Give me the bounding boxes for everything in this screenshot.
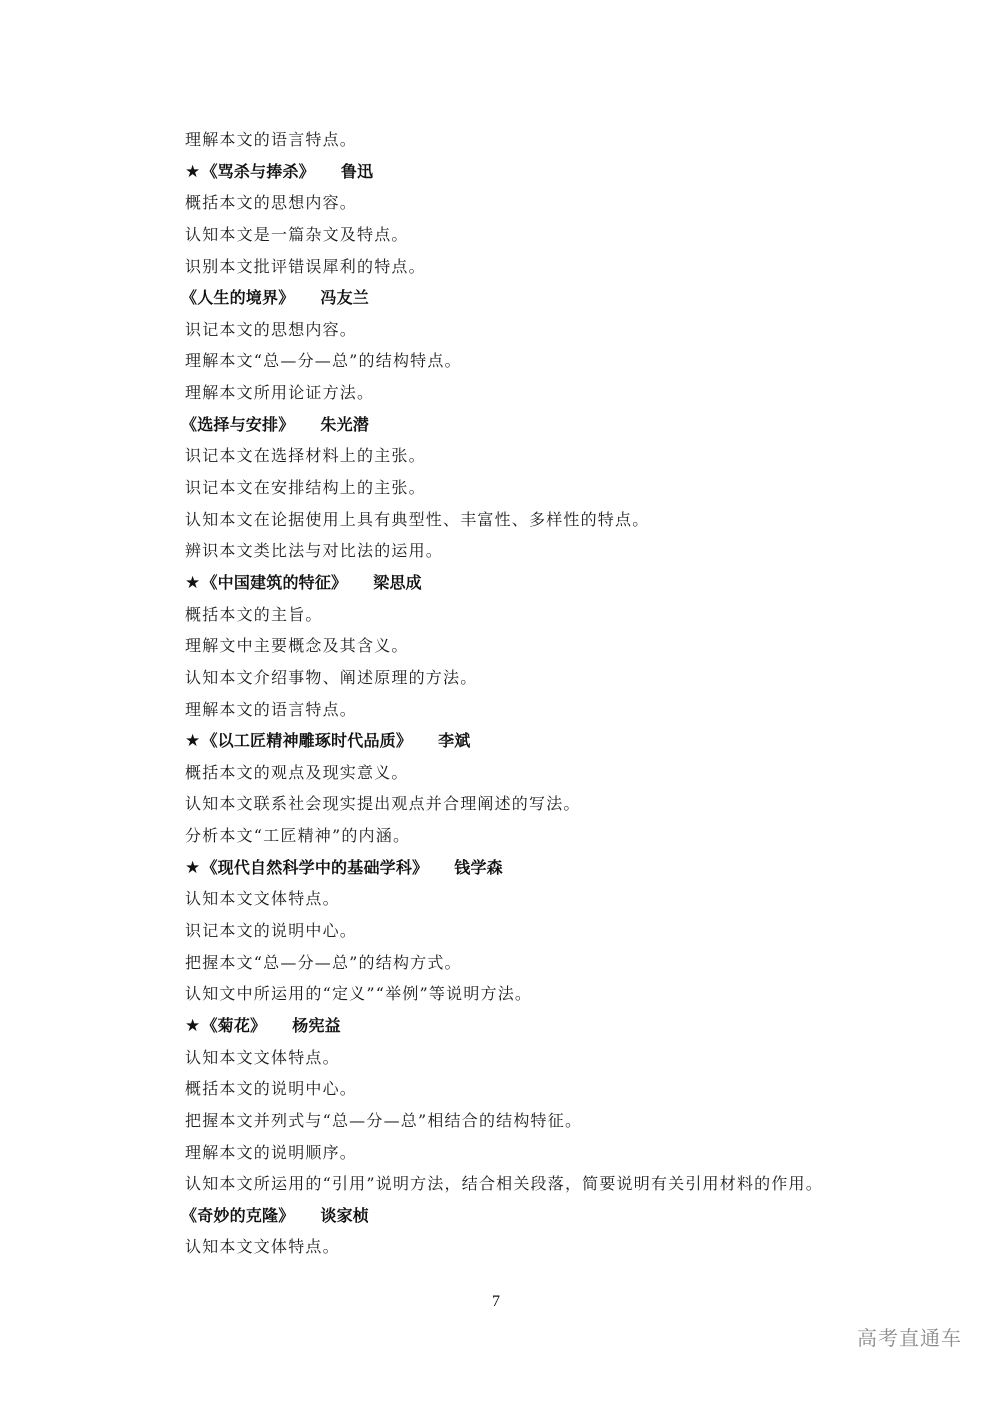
requirement-line: 理解本文的语言特点。 bbox=[185, 130, 358, 149]
star-icon: ★ bbox=[185, 731, 201, 752]
requirement-line: 认知本文是一篇杂文及特点。 bbox=[185, 224, 409, 244]
requirement-line: 识记本文的思想内容。 bbox=[185, 319, 358, 339]
essay-heading bbox=[185, 156, 905, 188]
star-icon: ★ bbox=[185, 572, 201, 593]
requirement-line: 认知本文文体特点。 bbox=[185, 1047, 340, 1067]
essay-heading bbox=[181, 1200, 905, 1232]
watermark-text: 高考直通车 bbox=[857, 1326, 962, 1350]
essay-author: 谈家桢 bbox=[320, 1205, 370, 1225]
essay-heading bbox=[185, 1010, 905, 1042]
page-number: 7 bbox=[492, 1293, 500, 1310]
essay-author: 冯友兰 bbox=[320, 288, 370, 308]
star-icon: ★ bbox=[185, 857, 201, 878]
essay-author: 朱光潜 bbox=[320, 414, 370, 434]
requirement-line: 认知本文联系社会现实提出观点并合理阐述的写法。 bbox=[185, 794, 581, 814]
requirement-line: 概括本文的主旨。 bbox=[185, 604, 323, 624]
essay-title: 《人生的境界》 bbox=[181, 288, 295, 308]
essay-heading bbox=[185, 567, 905, 599]
essay-heading bbox=[185, 852, 905, 884]
requirement-line: 识别本文批评错误犀利的特点。 bbox=[185, 256, 426, 276]
requirement-line: 认知本文文体特点。 bbox=[185, 1237, 340, 1257]
requirement-line: 认知本文介绍事物、阐述原理的方法。 bbox=[185, 667, 478, 687]
essay-title: 《中国建筑的特征》 bbox=[201, 572, 348, 592]
document-body bbox=[181, 124, 905, 1263]
essay-title: 《现代自然科学中的基础学科》 bbox=[201, 857, 429, 877]
requirement-line: 认知文中所运用的“定义”“举例”等说明方法。 bbox=[185, 984, 533, 1004]
essay-author: 鲁迅 bbox=[340, 161, 374, 181]
essay-title: 《以工匠精神雕琢时代品质》 bbox=[201, 731, 413, 751]
requirement-line: 理解本文的语言特点。 bbox=[185, 699, 358, 719]
requirement-line: 分析本文“工匠精神”的内涵。 bbox=[185, 826, 411, 846]
essay-heading bbox=[181, 282, 905, 314]
requirement-line: 识记本文在选择材料上的主张。 bbox=[185, 446, 426, 466]
requirement-line: 认知本文文体特点。 bbox=[185, 889, 340, 909]
star-icon: ★ bbox=[185, 161, 201, 182]
requirement-line: 理解本文所用论证方法。 bbox=[185, 383, 375, 403]
requirement-line: 理解本文“总—分—总”的结构特点。 bbox=[185, 351, 462, 371]
requirement-line: 识记本文在安排结构上的主张。 bbox=[185, 478, 426, 498]
requirement-line: 概括本文的思想内容。 bbox=[185, 193, 358, 213]
star-icon: ★ bbox=[185, 1015, 201, 1036]
requirement-line: 概括本文的观点及现实意义。 bbox=[185, 762, 409, 782]
requirement-line: 辨识本文类比法与对比法的运用。 bbox=[185, 541, 444, 561]
essay-title: 《菊花》 bbox=[201, 1015, 267, 1035]
essay-title: 《选择与安排》 bbox=[181, 414, 295, 434]
essay-author: 李斌 bbox=[438, 731, 471, 751]
requirement-line: 理解本文的说明顺序。 bbox=[185, 1142, 358, 1162]
essay-author: 钱学森 bbox=[454, 857, 503, 877]
essay-author: 杨宪益 bbox=[292, 1015, 341, 1035]
essay-title: 《骂杀与捧杀》 bbox=[201, 161, 315, 181]
requirement-line: 把握本文“总—分—总”的结构方式。 bbox=[185, 952, 462, 972]
requirement-line: 概括本文的说明中心。 bbox=[185, 1079, 358, 1099]
requirement-line: 识记本文的说明中心。 bbox=[185, 921, 358, 941]
essay-heading bbox=[181, 409, 905, 441]
essay-author: 梁思成 bbox=[373, 572, 422, 592]
requirement-line: 把握本文并列式与“总—分—总”相结合的结构特征。 bbox=[185, 1110, 583, 1130]
essay-title: 《奇妙的克隆》 bbox=[181, 1205, 295, 1225]
requirement-line: 认知本文所运用的“引用”说明方法，结合相关段落，简要说明有关引用材料的作用。 bbox=[185, 1174, 823, 1194]
requirement-line: 理解文中主要概念及其含义。 bbox=[185, 636, 409, 656]
requirement-line: 认知本文在论据使用上具有典型性、丰富性、多样性的特点。 bbox=[185, 509, 650, 529]
essay-heading bbox=[185, 725, 905, 757]
